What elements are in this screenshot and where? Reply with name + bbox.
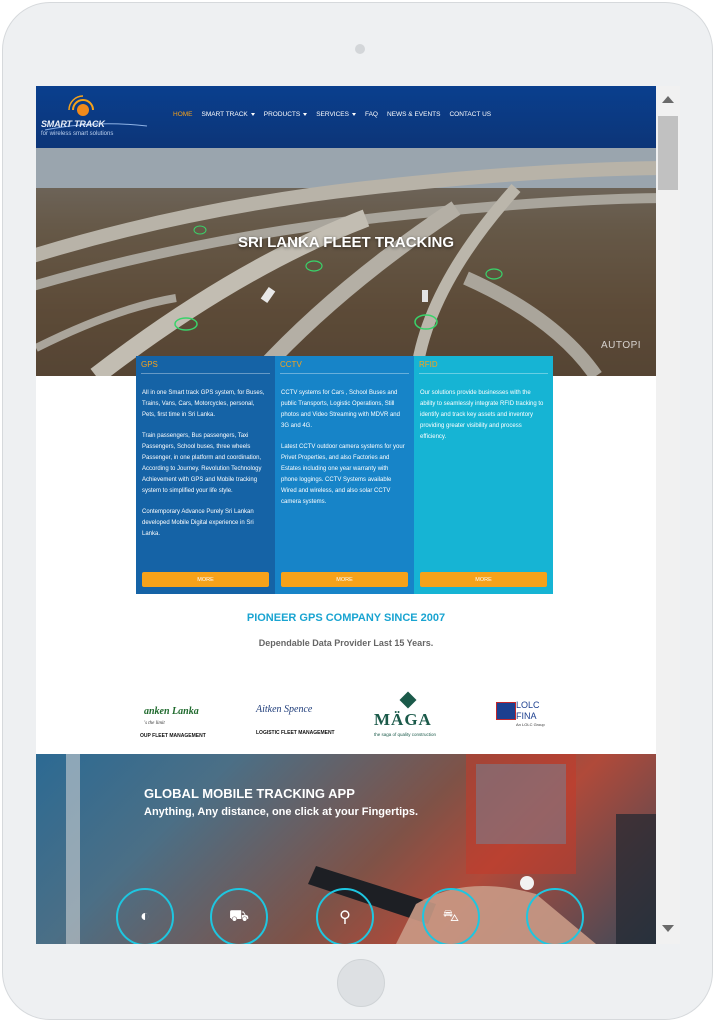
nav-faq[interactable] (365, 111, 378, 118)
feature-gps-body (142, 388, 266, 550)
hero-title: SRI LANKA FLEET TRACKING (237, 234, 455, 251)
scroll-thumb[interactable] (658, 116, 678, 190)
app-feature-circle[interactable] (116, 888, 174, 944)
partner-logo-hanken-lanka[interactable] (136, 690, 216, 750)
hero-watermark: AUTOPI (601, 340, 642, 351)
app-feature-circle[interactable] (526, 888, 584, 944)
partner-name-line: FINA (516, 711, 537, 721)
partner-name (516, 700, 540, 722)
motorcycle-icon: ⚲ (339, 909, 351, 926)
highway-image (36, 148, 656, 376)
hero-banner (36, 148, 656, 376)
feature-cctv (275, 356, 414, 594)
app-feature-circle[interactable] (210, 888, 268, 944)
feature-rfid-paragraph: Our solutions provide businesses with the ability to seamlessly integrate RFID tracking to identify and track key assets and inventory providing greater visibility and process efficiency. (420, 390, 544, 440)
nav-services-label: SERVICES (316, 111, 349, 118)
site-header (36, 86, 656, 148)
nav-smart-track-label: SMART TRACK (201, 111, 248, 118)
nav-products[interactable] (264, 111, 307, 118)
partner-logo-aitken-spence[interactable] (248, 690, 338, 750)
nav-faq-label: FAQ (364, 111, 378, 118)
site-logo[interactable] (39, 92, 151, 144)
partner-tagline: 's the limit (144, 721, 165, 726)
partner-name: MÄGA (374, 710, 432, 729)
feature-gps-paragraph: Train passengers, Bus passengers, Taxi Passengers, School buses, three wheels Passenger, in one platform and coordination, According to Journey. Revolution Technology Achievement with GPS and Mobile tracking system to simplified your life style. (142, 433, 262, 494)
lolc-square-icon (496, 702, 516, 720)
nav-products-label: PRODUCTS (263, 111, 301, 118)
logo-text: SMART TRACK (41, 119, 105, 129)
partner-caption: the saga of quality construction (374, 732, 437, 737)
app-title: GLOBAL MOBILE TRACKING APP (144, 786, 355, 801)
partner-logo-lolc[interactable] (492, 690, 554, 750)
nav-contact-us-label: CONTACT US (449, 111, 492, 118)
nav-services[interactable] (316, 111, 356, 118)
caret-down-icon (352, 113, 356, 116)
divider (419, 373, 548, 374)
partner-caption: OUP FLEET MANAGEMENT (140, 733, 206, 739)
feature-gps-paragraph: Contemporary Advance Purely Sri Lankan developed Mobile Digital experience in Sri Lanka. (142, 509, 254, 537)
truck-icon: ⛟ (228, 908, 250, 925)
main-nav (173, 111, 491, 118)
feature-rfid-title: RFID (419, 360, 438, 369)
person-icon: ◐ (140, 908, 150, 925)
carousel-dot[interactable] (520, 876, 534, 890)
car-icon: ⛍ (442, 908, 460, 925)
feature-cctv-body (281, 388, 405, 518)
features-section (136, 356, 553, 594)
nav-home-label: HOME (173, 111, 193, 118)
feature-gps-title: GPS (141, 360, 158, 369)
caret-down-icon (251, 113, 255, 116)
feature-rfid-body (420, 388, 544, 453)
cctv-more-button[interactable]: MORE (281, 572, 408, 587)
nav-news-events[interactable] (387, 111, 440, 118)
mobile-app-section (36, 754, 656, 944)
partner-caption: An LOLC Group (516, 722, 545, 727)
nav-news-events-label: NEWS & EVENTS (387, 111, 441, 118)
divider (141, 373, 270, 374)
partner-logos (136, 690, 554, 750)
app-feature-circle[interactable] (422, 888, 480, 944)
feature-gps (136, 356, 275, 594)
feature-cctv-title: CCTV (280, 360, 302, 369)
gps-more-button[interactable]: MORE (142, 572, 269, 587)
feature-cctv-paragraph: CCTV systems for Cars , School Buses and public Transports, Logistic Operations, Still photos and Video Streaming with MDVR and 3G and 4G. (281, 390, 400, 429)
partner-name: Aitken Spence (256, 704, 313, 715)
rfid-more-button[interactable]: MORE (420, 572, 547, 587)
diamond-icon (400, 692, 417, 709)
vertical-scrollbar[interactable] (656, 86, 680, 944)
app-subtitle: Anything, Any distance, one click at your Fingertips. (144, 806, 419, 818)
feature-rfid (414, 356, 553, 594)
nav-home[interactable] (173, 111, 193, 118)
scroll-up-arrow-icon[interactable] (662, 96, 674, 103)
pioneer-heading: PIONEER GPS COMPANY SINCE 2007 (246, 612, 446, 624)
partner-caption: LOGISTIC FLEET MANAGEMENT (256, 730, 335, 736)
camera-icon (355, 44, 365, 54)
home-button[interactable] (337, 959, 385, 1007)
pioneer-subheading: Dependable Data Provider Last 15 Years. (258, 638, 434, 648)
feature-cctv-paragraph: Latest CCTV outdoor camera systems for your Privet Properties, and also Factories and Estates including one year warranty with phone loggings. CCTV Systems available Wired and wireless, and also solar CCTV camera systems. (281, 444, 405, 505)
partner-logo-maga[interactable] (368, 690, 458, 750)
divider (280, 373, 409, 374)
partner-name-line: LOLC (516, 700, 540, 710)
feature-gps-paragraph: All in one Smart track GPS system, for Buses, Trains, Vans, Cars, Motorcycles, personal, Pets, first time in Sri Lanka. (142, 390, 265, 418)
scroll-down-arrow-icon[interactable] (662, 925, 674, 932)
partner-name: anken Lanka (144, 706, 199, 717)
nav-contact-us[interactable] (449, 111, 491, 118)
app-feature-circle[interactable] (316, 888, 374, 944)
browser-viewport (36, 86, 656, 944)
logo-tagline: for wireless smart solutions (41, 131, 114, 137)
caret-down-icon (303, 113, 307, 116)
nav-smart-track[interactable] (202, 111, 255, 118)
